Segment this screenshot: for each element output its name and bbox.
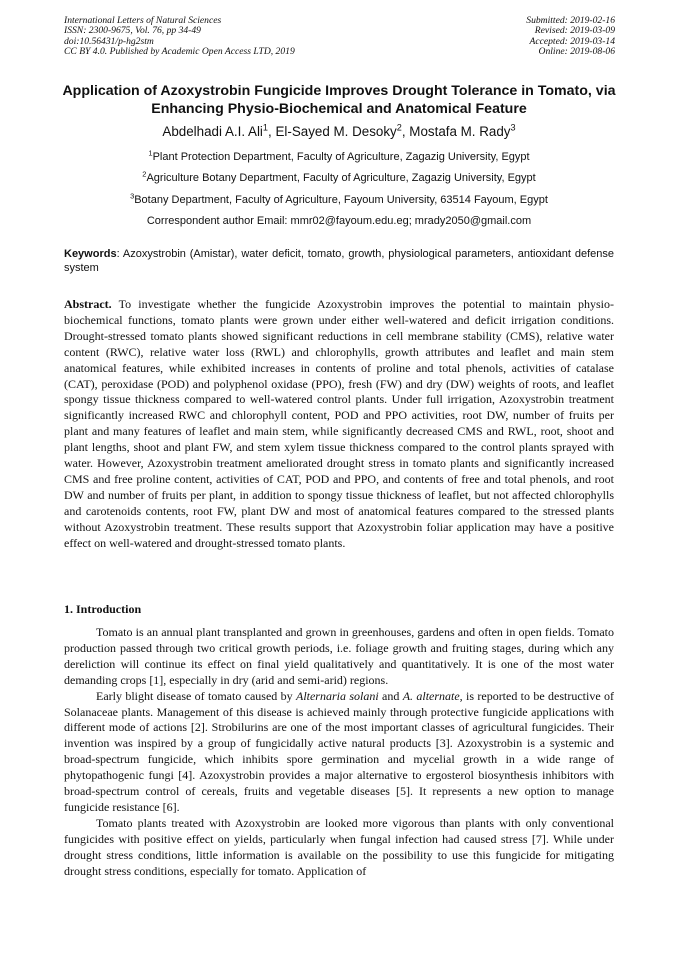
affiliation — [0, 150, 678, 164]
date-accepted: Accepted: 2019-03-14 — [529, 35, 615, 47]
species-name: Alternaria solani — [295, 688, 379, 703]
affiliation-text: Plant Protection Department, Faculty of Agriculture, Zagazig University, Egypt — [152, 151, 530, 163]
journal-issn: ISSN: 2300-9675, Vol. 76, pp 34-49 — [64, 25, 201, 37]
section-heading: 1. Introduction — [64, 602, 142, 616]
author-affiliation-mark: 2 — [396, 122, 402, 133]
keywords — [64, 247, 614, 275]
affiliation-text: Botany Department, Faculty of Agriculture, Fayoum University, 63514 Fayoum, Egypt — [134, 194, 548, 206]
date-online: Online: 2019-08-06 — [538, 46, 615, 58]
paragraph: Tomato plants treated with Azoxystrobin are looked more vigorous than plants with only conventional fungicides with positive effect on yields, particularly when fungal infection had caused stress [7]. While under drought stress conditions, little information is available on the possibility to use this fungicide for mitigating drought stress conditions, especially for tomato. Application of — [64, 815, 614, 878]
affiliation — [0, 193, 678, 207]
paragraph-text: and — [378, 688, 403, 703]
paragraph-text: Early blight disease of tomato caused by — [96, 688, 296, 703]
author-affiliation-mark: 1 — [262, 122, 268, 133]
date-revised: Revised: 2019-03-09 — [534, 25, 615, 37]
affiliation-mark: 3 — [130, 191, 135, 201]
date-submitted: Submitted: 2019-02-16 — [526, 15, 615, 26]
author-name: Mostafa M. Rady — [409, 124, 511, 139]
journal-doi: doi:10.56431/p-hg2stm — [64, 35, 154, 47]
author-affiliation-mark: 3 — [510, 122, 516, 133]
author-separator: , — [268, 124, 276, 139]
affiliation-text: Agriculture Botany Department, Faculty of Agriculture, Zagazig University, Egypt — [146, 172, 536, 184]
paper-title: Application of Azoxystrobin Fungicide Improves Drought Tolerance in Tomato, via Enhancing Physio-Biochemical and Anatomical Feature — [62, 83, 616, 117]
journal-info — [64, 16, 295, 58]
paragraph: Tomato is an annual plant transplanted and grown in greenhouses, gardens and often in open fields. Tomato production passed through two critical growth periods, i.e. foliage growth and fruiting stages, during which any dereliction will continue its effect on final yield qualitatively and quantitatively. It is one of the most water demanding crops [1], especially in dry (arid and semi-arid) regions. — [64, 625, 614, 687]
abstract — [64, 297, 614, 552]
correspondent-email: Correspondent author Email: mmr02@fayoum.edu.eg; mrady2050@gmail.com — [146, 215, 532, 227]
affiliation-mark: 1 — [148, 148, 153, 158]
author-name: El-Sayed M. Desoky — [275, 124, 397, 139]
journal-name: International Letters of Natural Sciences — [64, 15, 222, 26]
species-name: A. alternate, — [402, 688, 463, 703]
introduction-body — [64, 625, 614, 880]
keywords-text: : Azoxystrobin (Amistar), water deficit, tomato, growth, physiological parameters, antioxidant defense system — [64, 248, 614, 274]
submission-dates — [526, 16, 615, 58]
paragraph — [64, 689, 614, 816]
journal-license: CC BY 4.0. Published by Academic Open Access LTD, 2019 — [64, 46, 295, 58]
author-name: Abdelhadi A.I. Ali — [162, 124, 263, 139]
paragraph-text: is reported to be destructive of Solanaceae plants. Management of this disease is achieved mainly through protective fungicide applications with different mode of actions [2]. Strobilurins are one of the most important classes of agricultural fungicides. Their invention was inspired by a group of fungicidally active natural products [3]. Azoxystrobin is a systemic and broad-spectrum fungicide, which inhibits spore germination and mycelial growth in a wide range of phytopathogenic fungi [4]. Azoxystrobin provides a major alternative to ergosterol biosynthesis inhibitors with broad-spectrum control of cereals, fruits and vegetable diseases [5]. It represents a new option to manage fungicide resistance [6]. — [64, 688, 615, 814]
abstract-text: To investigate whether the fungicide Azoxystrobin improves the potential to maintain physio-biochemical functions, tomato plants were grown under either well-watered and deficit irrigation conditions. Drought-stressed tomato plants showed significant reductions in cell membrane stability (CMS), relative water content (RWC), relative water loss (RWL) and chlorophylls, growth attributes and leaflet and main stem anatomical features, while exhibited increases in contents of proline and total phenols, activities of catalase (CAT), peroxidase (POD) and polyphenol oxidase (PPO), fresh (FW) and dry (DW) weights of roots, and leaflet spongy tissue thickness compared to well-watered control plants. Under full irrigation, Azoxystrobin treatment significantly increased RWC and chlorophyll content, POD and PPO activities, root DW, number of fruits per plant and many features of leaflet and main stem, while significantly decreased CMS and RWL, root, shoot and plant lengths, shoot and plant FW, and stem xylem tissue thickness compared to the control plants sprayed with water. However, Azoxystrobin treatment ameliorated drought stress in tomato plants and significantly increased CMS and free proline content, activities of CAT, POD and PPO, and contents of free and total phenols, and root DW and number of fruits per plant, in addition to spongy tissue thickness of leaflet, but not affected chlorophylls and carotenoids contents, root FW, plant DW and most of anatomical features compared to the stressed plants without Azoxystrobin treatment. These results support that Azoxystrobin foliar application may have a positive effect on well-watered and drought-stressed tomato plants. — [64, 297, 614, 550]
abstract-label: Abstract. — [64, 297, 112, 311]
keywords-label: Keywords — [64, 248, 117, 260]
author-list — [0, 123, 678, 141]
affiliation-mark: 2 — [142, 169, 147, 179]
affiliation — [0, 171, 678, 185]
author-separator: , — [401, 124, 410, 139]
